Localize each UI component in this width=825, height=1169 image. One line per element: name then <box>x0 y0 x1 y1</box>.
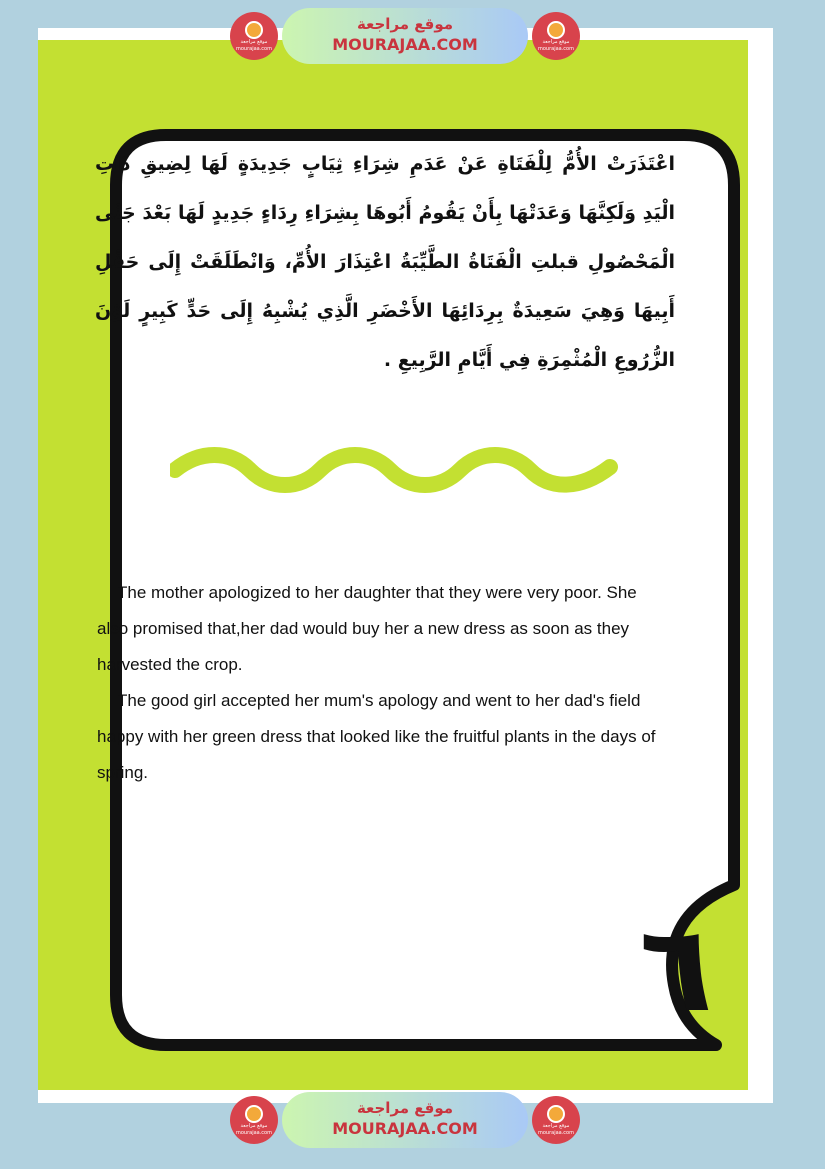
site-link[interactable] <box>282 1092 528 1148</box>
english-paragraph-2: The good girl accepted her mum's apology and went to her dad's field happy with her green dress that looked like the fruitful plants in the days of spring. <box>97 691 656 782</box>
site-logo-left: موقع مراجعة mourajaa.com <box>230 12 278 60</box>
logo-icon <box>245 1105 263 1123</box>
site-logo-left: موقع مراجعة mourajaa.com <box>230 1096 278 1144</box>
site-link[interactable] <box>282 8 528 64</box>
logo-icon <box>547 21 565 39</box>
footer-banner[interactable] <box>230 1090 580 1150</box>
page-number: ٦ <box>639 900 713 1039</box>
site-name-arabic: موقع مراجعة <box>356 1099 454 1117</box>
english-paragraph-1: The mother apologized to her daughter that they were very poor. She also promised that,her dad would buy her a new dress as soon as they harvested the crop. <box>97 583 637 674</box>
logo-icon <box>547 1105 565 1123</box>
wave-divider <box>170 445 620 495</box>
header-banner[interactable] <box>230 6 580 66</box>
arabic-paragraph: اعْتَذَرَتْ الأُمُّ لِلْفَتَاةِ عَنْ عَدَمِ شِرَاءِ ثِيَابٍ جَدِيدَةٍ لَهَا لِضِيقِ ذَاتِ الْيَدِ وَلَكِنَّهَا وَعَدَتْهَا بِأَنْ يَقُومُ أَبُوهَا بِشِرَاءِ رِدَاءٍ جَدِيدٍ لَهَا بَعْدَ جَنْى الْمَحْصُولِ قبلتِ الْفَتَاةُ الطَّيِّبَةُ اعْتِذَارَ الأُمِّ، وَانْطَلَقَتْ إِلَى حَقْلِ أَبِيهَا وَهِيَ سَعِيدَةٌ بِرِدَائِهَا الأَخْضَرِ الَّذِي يُشْبِهُ إِلَى حَدٍّ كَبِيرٍ لَوْنَ الزُّرُوعِ الْمُثْمِرَةِ فِي أَيَّامِ الرَّبِيعِ . <box>95 153 675 371</box>
english-translation <box>97 575 667 791</box>
site-logo-right: موقع مراجعة mourajaa.com <box>532 1096 580 1144</box>
site-name-english: MOURAJAA.COM <box>332 1119 478 1138</box>
site-name-arabic: موقع مراجعة <box>356 15 454 33</box>
logo-icon <box>245 21 263 39</box>
site-logo-right: موقع مراجعة mourajaa.com <box>532 12 580 60</box>
site-name-english: MOURAJAA.COM <box>332 35 478 54</box>
